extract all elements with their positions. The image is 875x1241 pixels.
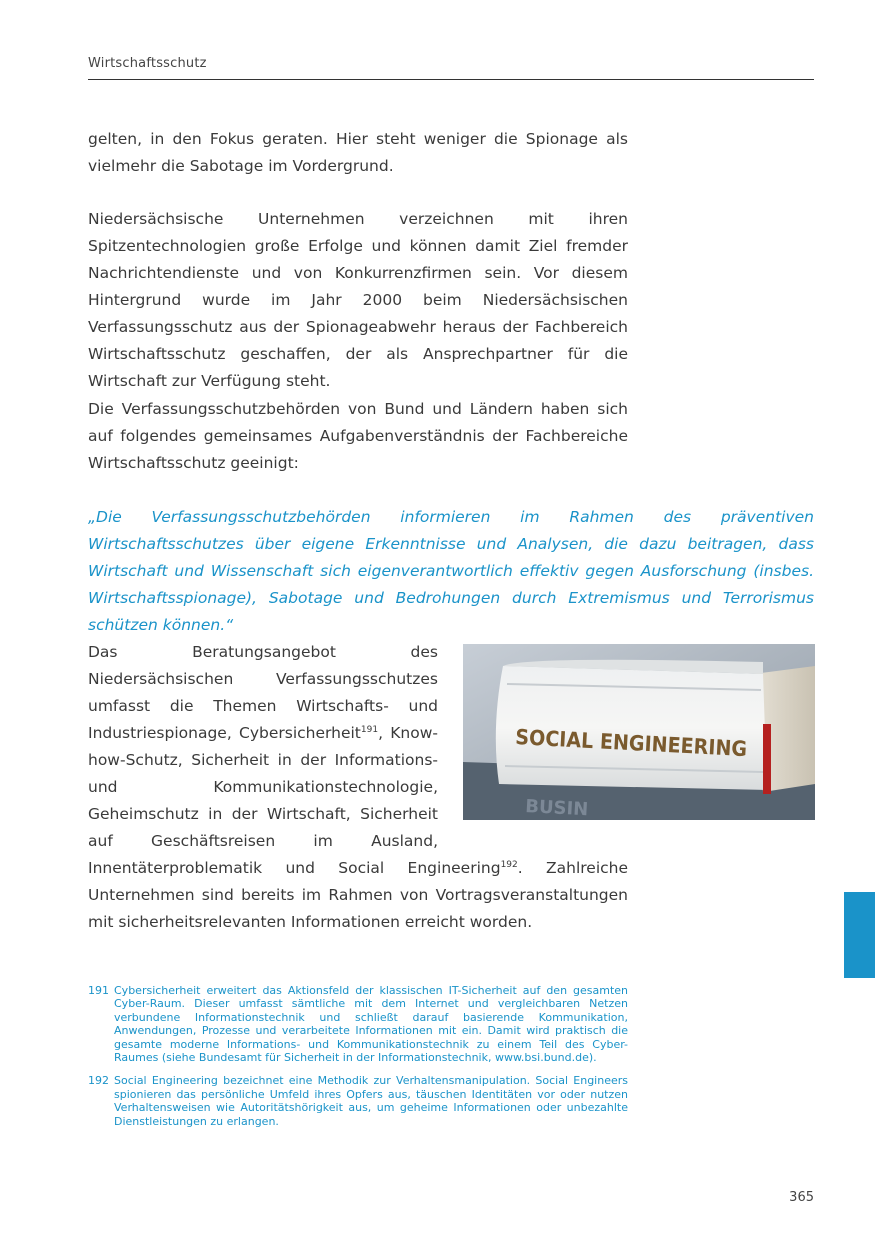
running-header: Wirtschaftsschutz xyxy=(88,56,207,71)
footnote-item xyxy=(88,1074,628,1128)
footnote-number: 192 xyxy=(88,1074,109,1088)
footnote-text: Cybersicherheit erweitert das Aktionsfeld der klassischen IT-Sicherheit auf den gesamten Cyber-Raum. Dieser umfasst sämtliche mit dem Internet und vergleichbaren Netzen verbundene Informationstechnik und schließt darauf basierende Kommunikation, Anwendungen, Prozesse und verarbeitete Informationen mit ein. Damit wird praktisch die gesamte moderne Informations- und Kommunikationstechnik zu einem Teil des Cyber-Raumes (siehe Bundesamt für Sicherheit in der Informationstechnik, www.bsi.bund.de). xyxy=(114,984,628,1065)
paragraph-4-text-b: , Know-how-Schutz, Sicherheit in der Informations- und Kommunikationstechnologie, Geheimschutz in der Wirtschaft, Sicherheit auf Geschäftsreisen im Ausland, Innentäterproblematik und Social Engineering xyxy=(88,724,501,877)
page-number: 365 xyxy=(789,1190,814,1205)
footnote-item xyxy=(88,984,628,1064)
paragraph-4-text-c: . Zahlreiche Unternehmen sind bereits im Rahmen von Vortragsveranstaltungen mit sicherheitsrelevanten Informationen erreicht worden. xyxy=(88,859,629,931)
body-paragraph-4 xyxy=(88,639,628,936)
lower-book-text: BUSIN xyxy=(524,796,589,820)
footnote-number: 191 xyxy=(88,984,109,997)
footnotes-section xyxy=(88,984,628,1138)
chapter-tab-marker xyxy=(844,892,875,978)
body-paragraph-2: Niedersächsische Unternehmen verzeichnen mit ihren Spitzentechnologien große Erfolge und können damit Ziel fremder Nachrichtendienste und von Konkurrenzfirmen sein. Vor diesem Hintergrund wurde im Jahr 2000 beim Niedersächsischen Verfassungsschutz aus der Spionageabwehr heraus der Fachbereich Wirtschaftsschutz geschaffen, der als Ansprechpartner für die Wirtschaft zur Verfügung steht. xyxy=(88,210,628,390)
footnote-text: Social Engineering bezeichnet eine Methodik zur Verhaltensmanipulation. Social Engineers spionieren das persönliche Umfeld ihres Opfers aus, täuschen Identitäten vor oder nutzen Verhaltensweisen wie Autoritätshörigkeit aus, um geheime Informationen oder unbezahlte Dienstleistungen zu erlangen. xyxy=(114,1074,628,1128)
paragraph-4-text-a: Das Beratungsangebot des Niedersächsischen Verfassungsschutzes umfasst die Themen Wirtschafts- und Industriespionage, Cybersicherheit xyxy=(88,643,438,742)
footnote-ref-192[interactable]: 192 xyxy=(500,859,518,870)
footnote-ref-191[interactable]: 191 xyxy=(360,724,379,735)
book-spine-title: SOCIAL ENGINEERING xyxy=(514,725,771,763)
image-float-spacer xyxy=(438,639,628,855)
body-paragraph-3: Die Verfassungsschutzbehörden von Bund und Ländern haben sich auf folgendes gemeinsames Aufgabenverständnis der Fachbereiche Wirtschaftsschutz geeinigt: xyxy=(88,400,628,472)
mission-quote: „Die Verfassungsschutzbehörden informieren im Rahmen des präventiven Wirtschaftsschutzes über eigene Erkenntnisse und Analysen, die dazu beitragen, dass Wirtschaft und Wissenschaft sich eigenverantwortlich effektiv gegen Ausforschung (insbes. Wirtschaftsspionage), Sabotage und Bedrohungen durch Extremismus und Terrorismus schützen können.“ xyxy=(88,508,814,634)
header-divider xyxy=(88,79,814,80)
body-paragraph-1: gelten, in den Fokus geraten. Hier steht weniger die Spionage als vielmehr die Sabotage im Vordergrund. xyxy=(88,130,628,175)
